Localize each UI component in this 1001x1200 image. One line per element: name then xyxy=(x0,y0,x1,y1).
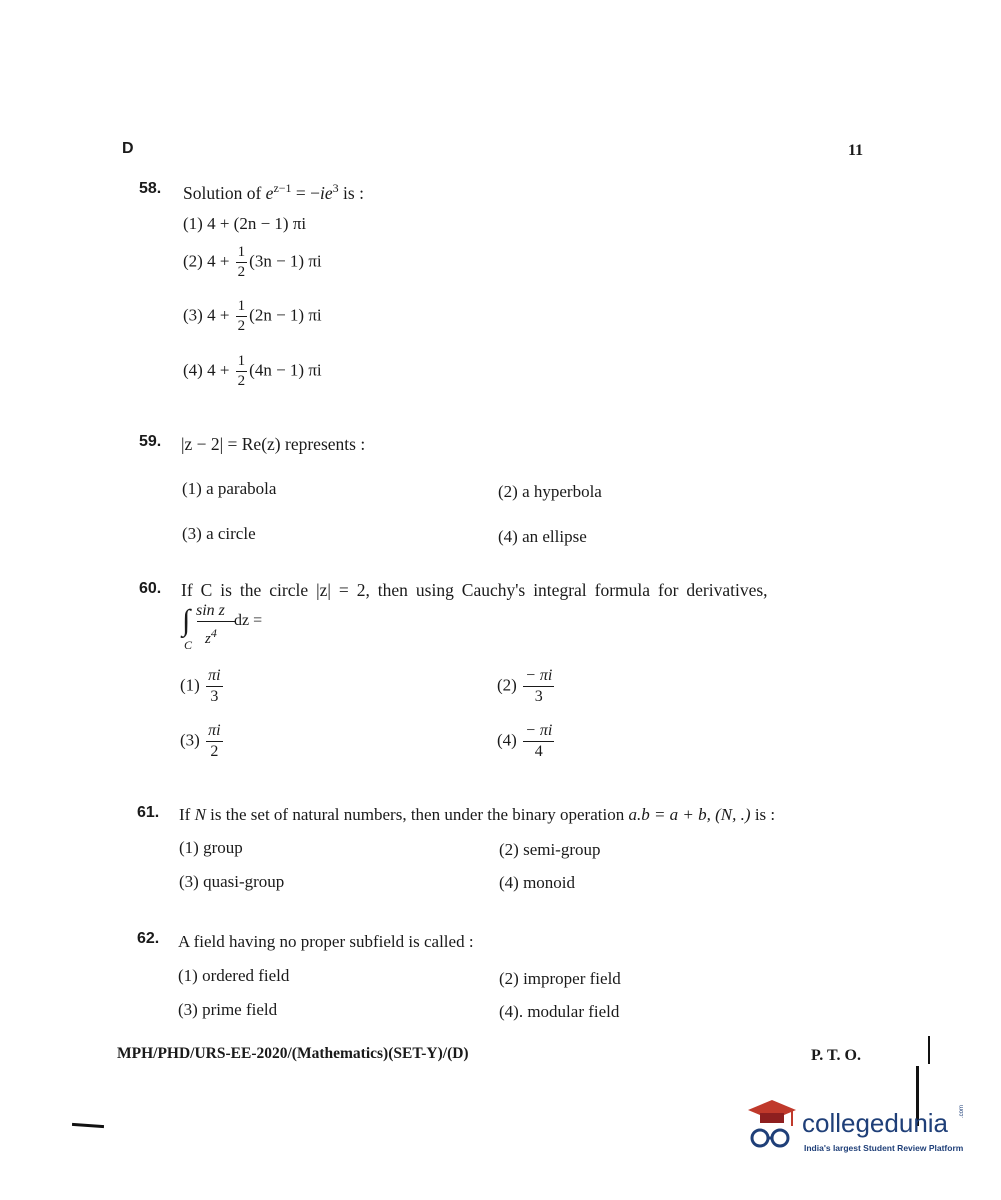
page-number: 11 xyxy=(848,142,864,159)
set-letter: D xyxy=(122,140,134,157)
scan-mark xyxy=(72,1123,104,1128)
question-number: 61. xyxy=(137,804,160,821)
question-stem: Solution of $e^{z-1} = -ie^3$ is : xyxy=(183,181,364,203)
option-1[interactable]: (1) $\frac{\pi i}{3}$ xyxy=(180,667,221,705)
option-4[interactable]: (4) $\frac{- \pi i}{4}$ xyxy=(497,722,553,760)
fraction-bar xyxy=(197,621,235,622)
option-1[interactable]: (1) 4 + (2n − 1) πi xyxy=(183,214,307,233)
option-2[interactable]: (2) semi-group xyxy=(499,840,601,859)
option-3[interactable]: (3) $\frac{\pi i}{2}$ xyxy=(180,722,221,760)
question-stem: If C is the circle |z| = 2, then using Cauchy's integral formula for derivatives, xyxy=(181,580,768,600)
brand-name: collegedunia xyxy=(802,1108,949,1138)
paper-code: MPH/PHD/URS-EE-2020/(Mathematics)(SET-Y)/(D) xyxy=(117,1045,469,1062)
question-stem: A field having no proper subfield is called : xyxy=(178,932,474,951)
option-3[interactable]: (3) quasi-group xyxy=(179,872,285,891)
question-number: 59. xyxy=(139,433,162,450)
fraction: $\frac{1}{2}$ xyxy=(237,353,246,389)
option-4[interactable]: (4) monoid xyxy=(499,873,576,892)
option-1[interactable]: (1) group xyxy=(179,838,243,857)
question-number: 58. xyxy=(139,180,162,197)
question-number: 62. xyxy=(137,930,160,947)
fraction: $\frac{1}{2}$ xyxy=(237,298,246,334)
contour-integral: ∫ C sin z $z^4$ dz = xyxy=(182,602,263,652)
option-3[interactable]: (3) a circle xyxy=(182,524,256,543)
option-2[interactable]: (2) 4 + $\frac{1}{2}$ (3n − 1) πi xyxy=(183,244,322,280)
brand-tagline: India's largest Student Review Platform xyxy=(804,1143,964,1153)
pto-note: P. T. O. xyxy=(811,1047,861,1064)
option-2[interactable]: (2) $\frac{- \pi i}{3}$ xyxy=(497,667,553,705)
option-3[interactable]: (3) 4 + $\frac{1}{2}$ (2n − 1) πi xyxy=(183,298,322,334)
option-1[interactable]: (1) ordered field xyxy=(178,966,290,985)
option-4[interactable]: (4) 4 + $\frac{1}{2}$ (4n − 1) πi xyxy=(183,353,322,389)
option-2[interactable]: (2) improper field xyxy=(499,969,621,988)
graduate-cap-icon xyxy=(742,1096,800,1154)
option-2[interactable]: (2) a hyperbola xyxy=(498,482,602,501)
integral-sign: ∫ xyxy=(182,604,191,637)
collegedunia-logo xyxy=(742,1096,800,1154)
question-stem: If N is the set of natural numbers, then under the binary operation a.b = a + b, (N, .) is : xyxy=(179,805,776,824)
option-3[interactable]: (3) prime field xyxy=(178,1000,278,1019)
option-4[interactable]: (4). modular field xyxy=(499,1002,620,1021)
fraction: $\frac{1}{2}$ xyxy=(237,244,246,280)
question-number: 60. xyxy=(139,580,162,597)
option-4[interactable]: (4) an ellipse xyxy=(498,527,587,546)
scan-mark xyxy=(928,1036,930,1064)
brand-suffix: .com xyxy=(959,1104,965,1118)
option-1[interactable]: (1) a parabola xyxy=(182,479,277,498)
question-stem: |z − 2| = Re(z) represents : xyxy=(181,434,366,454)
